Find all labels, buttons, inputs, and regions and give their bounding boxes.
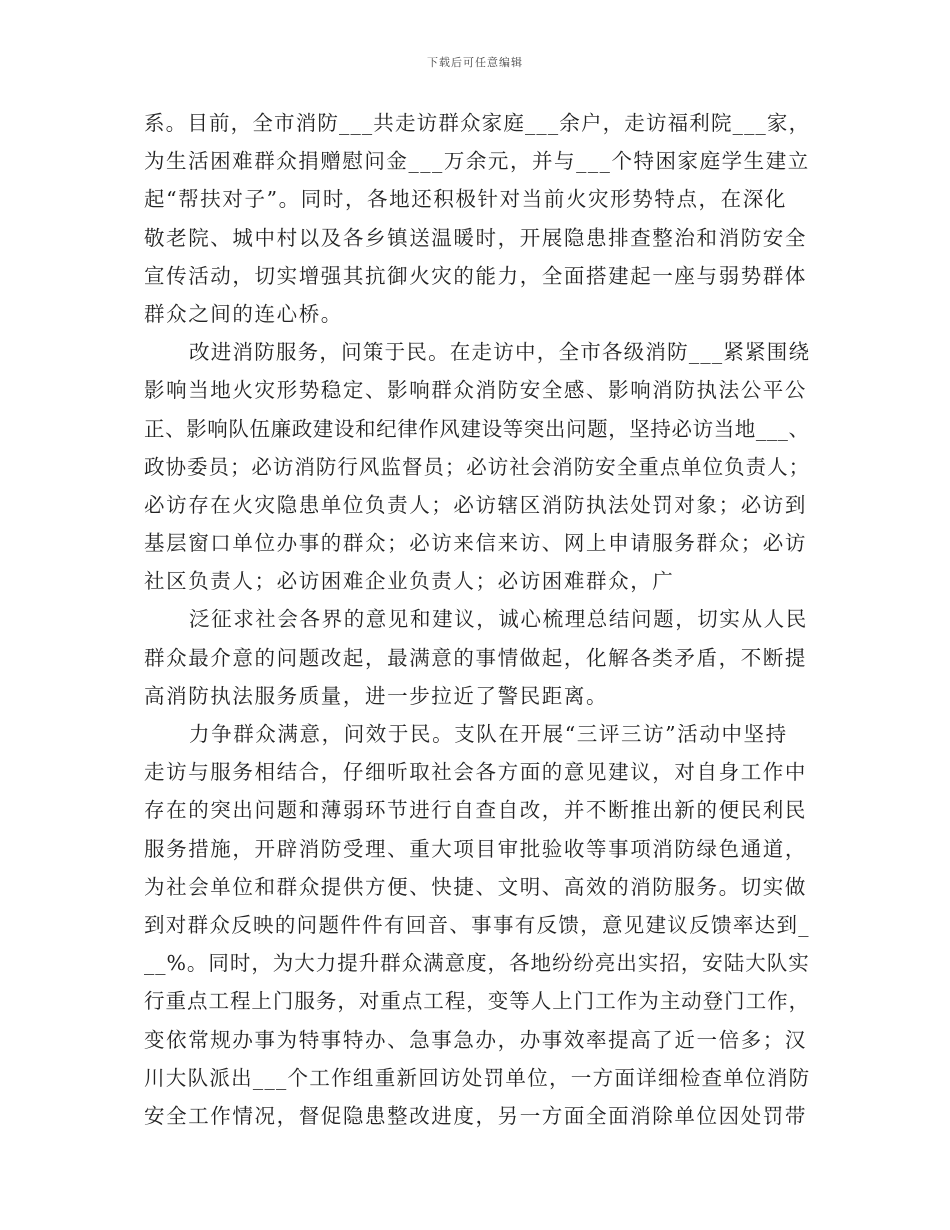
body-line: 到对群众反映的问题件件有回音、事事有反馈，意见建议反馈率达到_	[144, 912, 810, 937]
body-line: 服务措施，开辟消防受理、重大项目审批验收等事项消防绿色通道，	[144, 836, 807, 861]
body-line: 基层窗口单位办事的群众；必访来信来访、网上申请服务群众；必访	[144, 531, 807, 556]
page-header: 下载后可任意编辑	[427, 56, 523, 69]
body-line: 群众之间的连心桥。	[144, 301, 343, 326]
body-line: 高消防执法服务质量，进一步拉近了警民距离。	[144, 683, 609, 708]
body-line: 敬老院、城中村以及各乡镇送温暖时，开展隐患排查整治和消防安全	[144, 225, 807, 250]
body-line: 宣传活动，切实增强其抗御火灾的能力，全面搭建起一座与弱势群体	[144, 263, 807, 288]
document-body	[144, 104, 810, 1135]
body-line: 起“帮扶对子”。同时，各地还积极针对当前火灾形势特点，在深化	[144, 187, 787, 212]
body-line: 川大队派出___个工作组重新回访处罚单位，一方面详细检查单位消防	[144, 1065, 811, 1090]
body-line: 存在的突出问题和薄弱环节进行自查自改，并不断推出新的便民利民	[144, 798, 807, 823]
paragraph-start-line: 改进消防服务，问策于民。在走访中，全市各级消防___紧紧围绕	[189, 340, 811, 365]
body-line: 社区负责人；必访困难企业负责人；必访困难群众，广	[144, 569, 675, 594]
body-line: 行重点工程上门服务，对重点工程，变等人上门工作为主动登门工作，	[144, 989, 811, 1014]
paragraph-start-line: 泛征求社会各界的意见和建议，诚心梳理总结问题，切实从人民	[189, 607, 808, 632]
body-line: 群众最介意的问题改起，最满意的事情做起，化解各类矛盾，不断提	[144, 645, 807, 670]
body-line: 影响当地火灾形势稳定、影响群众消防安全感、影响消防执法公平公	[144, 378, 807, 403]
body-line: 必访存在火灾隐患单位负责人；必访辖区消防执法处罚对象；必访到	[144, 492, 807, 517]
body-line: 为生活困难群众捐赠慰问金___万余元，并与___个特困家庭学生建立	[144, 149, 810, 174]
body-line: 安全工作情况，督促隐患整改进度，另一方面全面消除单位因处罚带	[144, 1103, 807, 1128]
body-line: 政协委员；必访消防行风监督员；必访社会消防安全重点单位负责人；	[144, 454, 811, 479]
body-line: 变依常规办事为特事特办、急事急办，办事效率提高了近一倍多；汉	[144, 1027, 807, 1052]
body-line: 为社会单位和群众提供方便、快捷、文明、高效的消防服务。切实做	[144, 874, 807, 899]
body-line: 走访与服务相结合，仔细听取社会各方面的意见建议，对自身工作中	[144, 760, 807, 785]
paragraph-start-line: 力争群众满意，问效于民。支队在开展“三评三访”活动中坚持	[189, 722, 788, 746]
body-line: 正、影响队伍廉政建设和纪律作风建设等突出问题，坚持必访当地___、	[144, 416, 810, 441]
body-line: __%。同时，为大力提升群众满意度，各地纷纷亮出实招，安陆大队实	[144, 951, 810, 976]
body-line: 系。目前，全市消防___共走访群众家庭___余户，走访福利院___家，	[144, 111, 811, 135]
